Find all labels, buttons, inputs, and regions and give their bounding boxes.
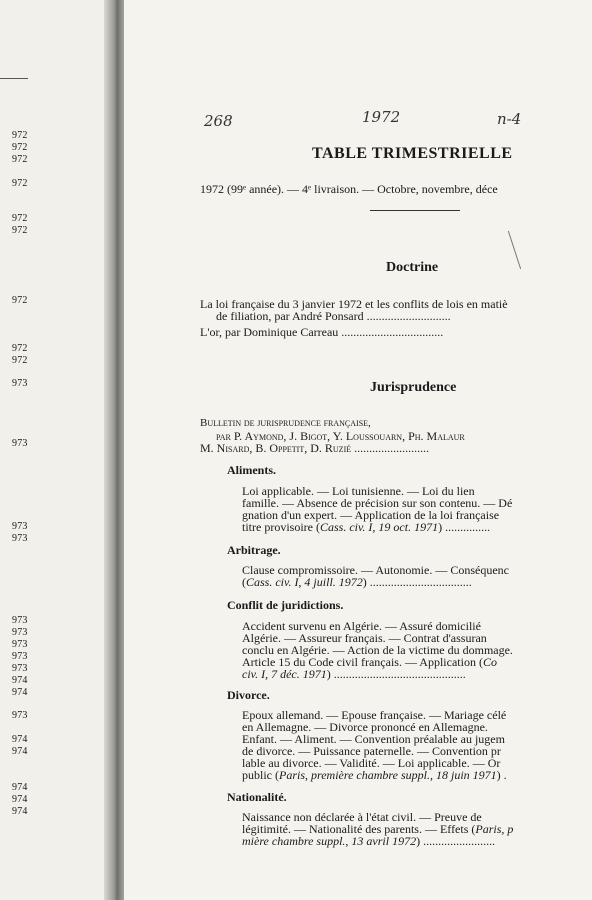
page-subtitle: 1972 (99ᵉ année). — 4ᵉ livraison. — Octobre, novembre, déce <box>200 182 498 196</box>
divider <box>0 78 28 79</box>
page-number: 974 <box>12 675 28 686</box>
entry-text: lable au divorce. — Validité. — Loi applicable. — Or <box>242 756 501 770</box>
entry-text: gnation d'un expert. — Application de la loi française <box>242 508 500 522</box>
page-number: 973 <box>12 378 28 389</box>
page-number: 973 <box>12 438 28 449</box>
entry-text: Accident survenu en Algérie. — Assuré domicilié <box>242 619 481 633</box>
page-number: 974 <box>12 734 28 745</box>
subsection-title: Divorce. <box>227 688 270 702</box>
entry-text: civ. I, 7 déc. 1971) ............................................ <box>242 667 466 681</box>
handwritten-note: 1972 <box>362 108 401 126</box>
section-heading-jurisprudence: Jurisprudence <box>370 380 457 395</box>
entry-text: (Cass. civ. I, 4 juill. 1972) .................................. <box>242 575 472 589</box>
page-number: 972 <box>12 142 28 153</box>
page-number: 972 <box>12 355 28 366</box>
entry-text: public (Paris, première chambre suppl., 18 juin 1971) . <box>242 768 507 782</box>
page-number: 973 <box>12 639 28 650</box>
divider <box>370 210 460 211</box>
pen-mark <box>508 231 521 269</box>
entry-text: en Allemagne. — Divorce prononcé en Allemagne. <box>242 720 488 734</box>
page-title: TABLE TRIMESTRIELLE <box>312 145 513 162</box>
entry-text: Algérie. — Assureur français. — Contrat d'assuran <box>242 631 487 645</box>
page-number: 973 <box>12 615 28 626</box>
page-number: 972 <box>12 213 28 224</box>
entry-text: Naissance non déclarée à l'état civil. — Preuve de <box>242 810 482 824</box>
right-page <box>124 0 592 900</box>
book-gutter <box>104 0 126 900</box>
handwritten-note: 268 <box>204 112 233 130</box>
page-number: 974 <box>12 782 28 793</box>
page-number: 974 <box>12 794 28 805</box>
entry-text: par P. Aymond, J. Bigot, Y. Loussouarn, Ph. Malaur <box>216 429 465 443</box>
subsection-title: Aliments. <box>227 463 276 477</box>
page-number: 974 <box>12 687 28 698</box>
entry-text: Loi applicable. — Loi tunisienne. — Loi du lien <box>242 484 475 498</box>
page-number: 973 <box>12 663 28 674</box>
subsection-title: Arbitrage. <box>227 543 281 557</box>
page-number: 974 <box>12 746 28 757</box>
entry-text: La loi française du 3 janvier 1972 et les conflits de lois en matiè <box>200 297 508 311</box>
entry-text: titre provisoire (Cass. civ. I, 19 oct. 1971) ............... <box>242 520 491 534</box>
entry-text: Bulletin de jurisprudence française, <box>200 417 371 429</box>
subsection-title: Nationalité. <box>227 790 287 804</box>
entry-text: L'or, par Dominique Carreau .................................. <box>200 325 444 339</box>
subsection-title: Conflit de juridictions. <box>227 598 344 612</box>
entry-text: de divorce. — Puissance paternelle. — Convention pr <box>242 744 501 758</box>
page-number: 973 <box>12 533 28 544</box>
entry-text: famille. — Absence de précision sur son contenu. — Dé <box>242 496 513 510</box>
page-number: 973 <box>12 521 28 532</box>
entry-text: mière chambre suppl., 13 avril 1972) ........................ <box>242 834 496 848</box>
page-number: 972 <box>12 130 28 141</box>
entry-text: Epoux allemand. — Epouse française. — Mariage célé <box>242 708 507 722</box>
page-number: 972 <box>12 295 28 306</box>
handwritten-note: n-4 <box>497 110 522 128</box>
page-number: 972 <box>12 225 28 236</box>
left-page <box>0 0 120 900</box>
entry-text: légitimité. — Nationalité des parents. — Effets (Paris, p <box>242 822 514 836</box>
entry-text: Clause compromissoire. — Autonomie. — Conséquenc <box>242 563 509 577</box>
entry-text: Article 15 du Code civil français. — Application (Co <box>242 655 497 669</box>
entry-text: M. Nisard, B. Oppetit, D. Ruzié ......................... <box>200 441 430 455</box>
entry-text: Enfant. — Aliment. — Convention préalable au jugem <box>242 732 505 746</box>
page-number: 972 <box>12 343 28 354</box>
entry-text: de filiation, par André Ponsard ............................ <box>216 309 451 323</box>
page-number: 973 <box>12 710 28 721</box>
page-number: 973 <box>12 651 28 662</box>
page-number: 973 <box>12 627 28 638</box>
section-heading-doctrine: Doctrine <box>386 260 439 275</box>
page-number: 972 <box>12 178 28 189</box>
entry-text: conclu en Algérie. — Action de la victime du dommage. <box>242 643 513 657</box>
page-number: 974 <box>12 806 28 817</box>
page-number: 972 <box>12 154 28 165</box>
